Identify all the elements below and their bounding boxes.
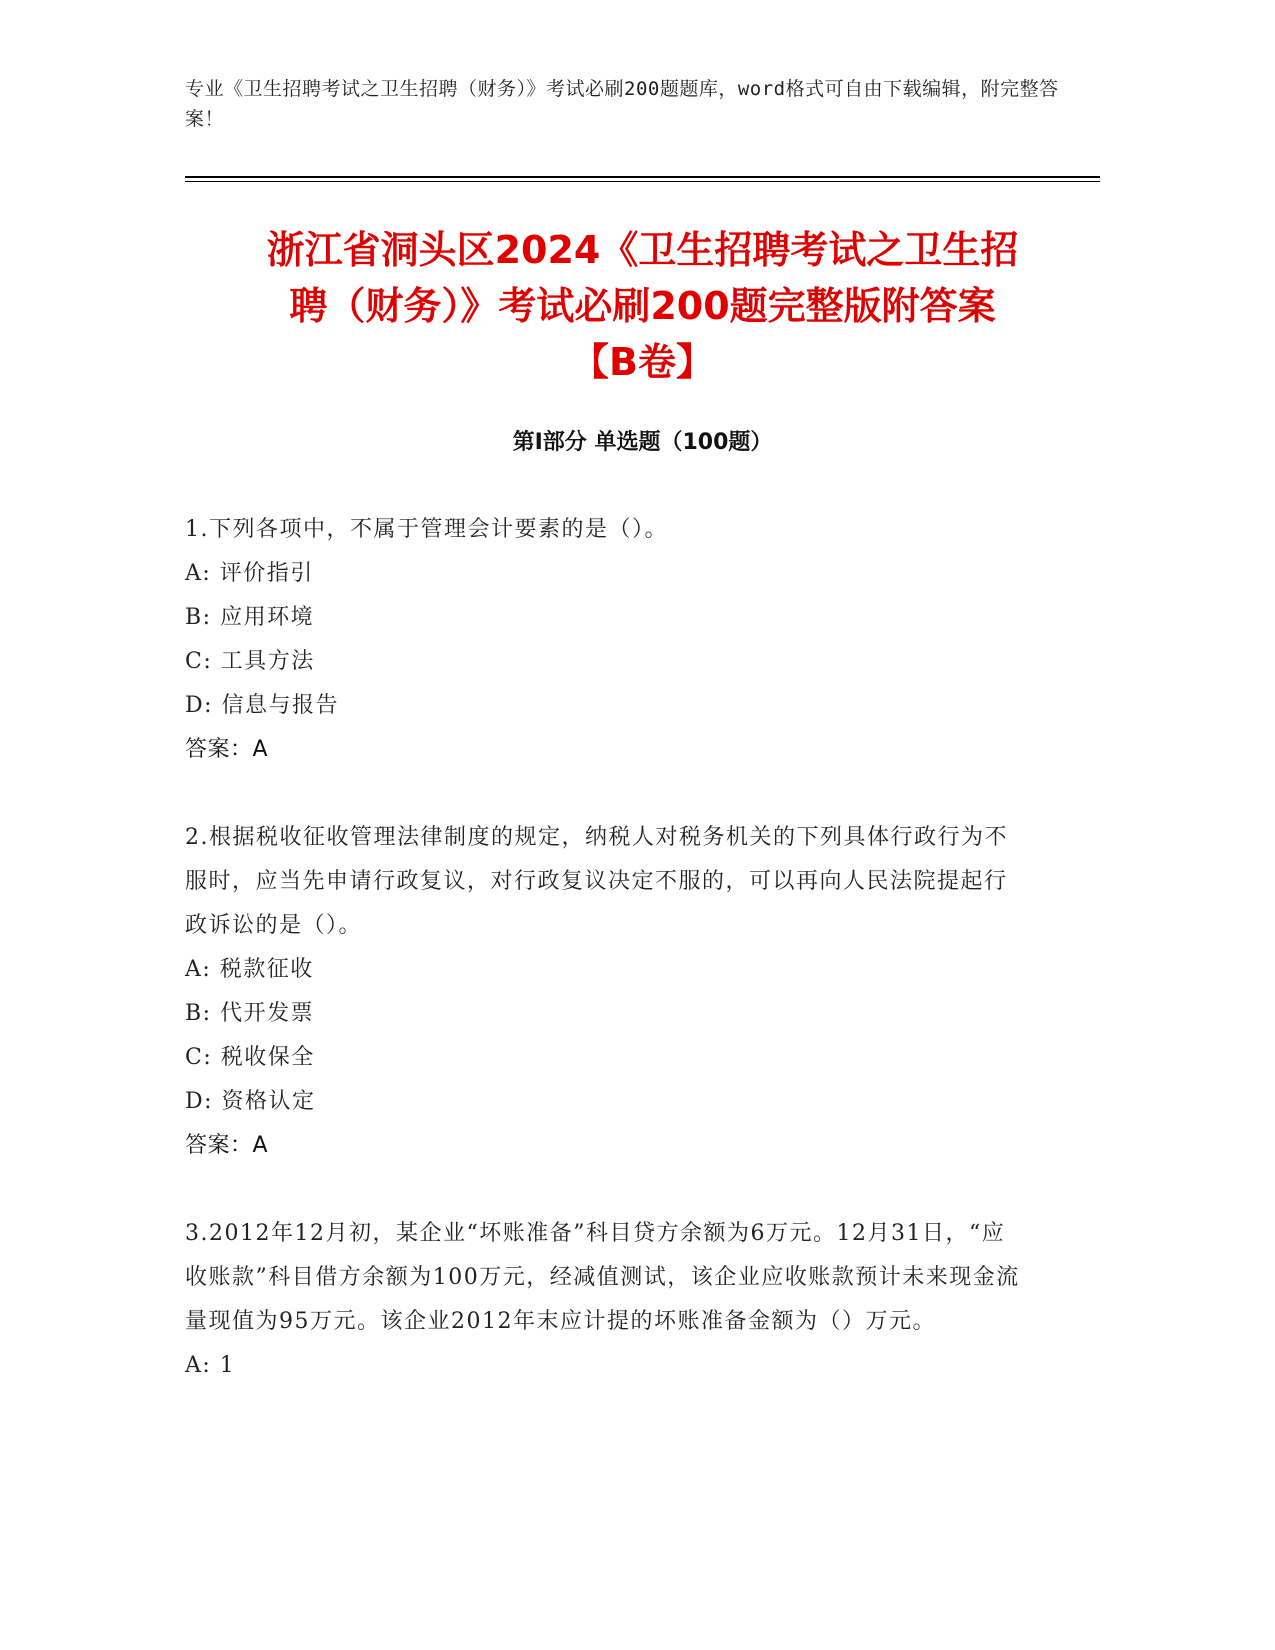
option-a: A: 评价指引 (185, 561, 314, 586)
header-divider-thick (185, 176, 1100, 178)
header-divider-thin (185, 181, 1100, 182)
option-a: A: 1 (185, 1353, 236, 1378)
question-text: 2.根据税收征收管理法律制度的规定，纳税人对税务机关的下列具体行政行为不服时，应当先申请行政复议，对行政复议决定不服的，可以再向人民法院提起行政诉讼的是（）。 (185, 825, 1008, 938)
title-line-1: 浙江省洞头区2024《卫生招聘考试之卫生招 (266, 228, 1019, 272)
question-list (185, 508, 1025, 1432)
header-note: 专业《卫生招聘考试之卫生招聘（财务）》考试必刷200题题库，word格式可自由下载编辑，附完整答案！ (185, 78, 1059, 130)
answer: 答案：A (185, 1133, 269, 1158)
section-title: 第I部分 单选题（100题） (512, 430, 773, 455)
option-d: D: 资格认定 (185, 1089, 316, 1114)
question-text: 3.2012年12月初，某企业“坏账准备”科目贷方余额为6万元。12月31日，“应收账款”科目借方余额为100万元，经减值测试，该企业应收账款预计未来现金流量现值为95万元。该企业2012年末应计提的坏账准备金额为（）万元。 (185, 1221, 1020, 1334)
option-b: B: 代开发票 (185, 1001, 315, 1026)
option-c: C: 工具方法 (185, 649, 315, 674)
answer: 答案：A (185, 737, 269, 762)
question-3 (185, 1212, 1025, 1388)
question-1 (185, 508, 1025, 772)
option-c: C: 税收保全 (185, 1045, 315, 1070)
option-a: A: 税款征收 (185, 957, 314, 982)
question-2 (185, 816, 1025, 1168)
title-line-2: 聘（财务）》考试必刷200题完整版附答案 (289, 284, 996, 328)
question-text: 1.下列各项中，不属于管理会计要素的是（）。 (185, 517, 668, 542)
option-d: D: 信息与报告 (185, 693, 340, 718)
document-title (185, 222, 1100, 390)
option-b: B: 应用环境 (185, 605, 315, 630)
title-line-3: 【B卷】 (571, 340, 714, 384)
